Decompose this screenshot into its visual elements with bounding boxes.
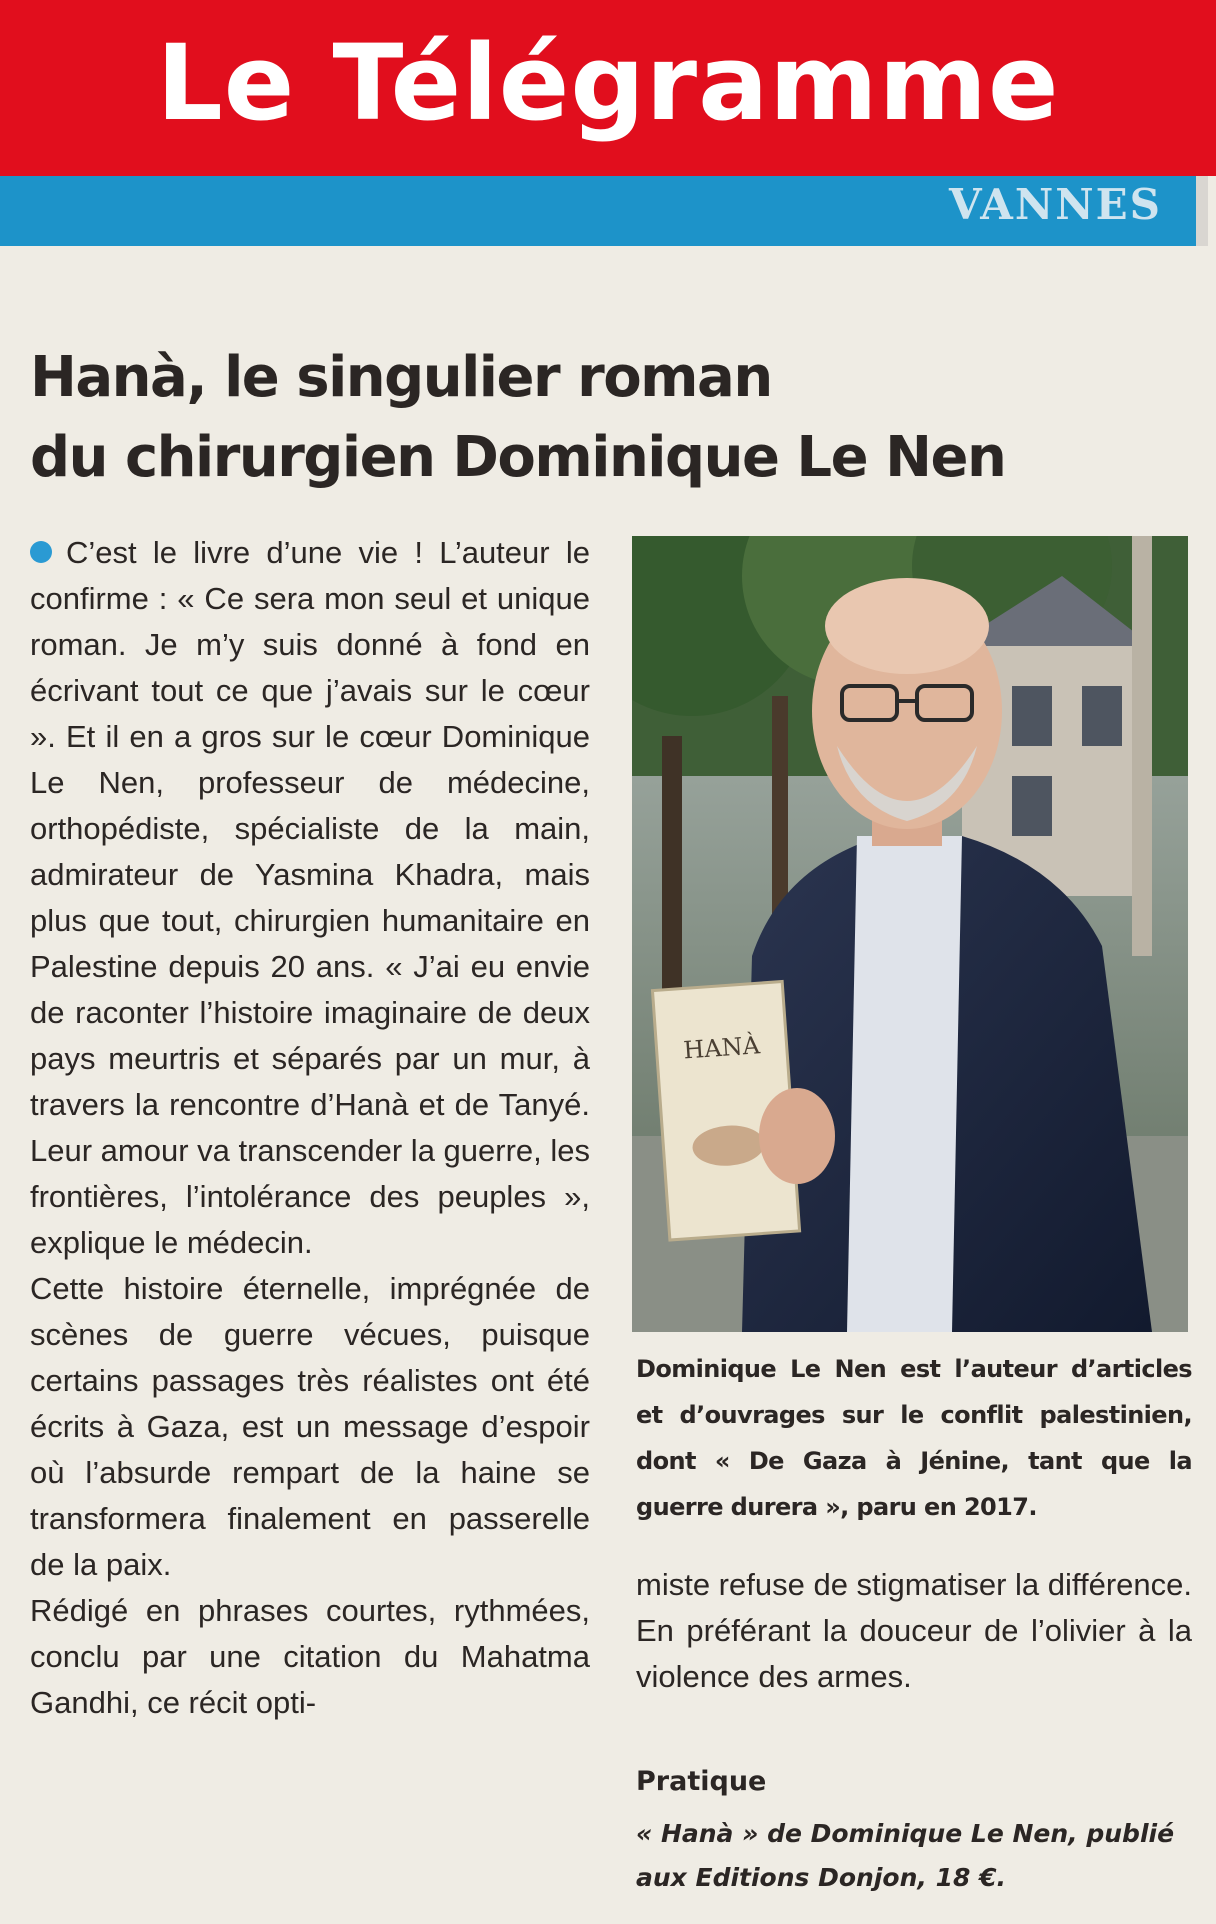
headline-line-2: du chirurgien Dominique Le Nen <box>30 425 1006 490</box>
article-body-right-column <box>636 1562 1192 1700</box>
practical-info: « Hanà » de Dominique Le Nen, publié aux Editions Donjon, 18 €. <box>636 1819 1175 1892</box>
section-name: VANNES <box>948 180 1162 229</box>
headline-line-1: Hanà, le singulier roman <box>30 345 772 410</box>
masthead <box>0 0 1216 176</box>
photo-caption: Dominique Le Nen est l’auteur d’articles et d’ouvrages sur le conflit palestinien, dont « De Gaza à Jénine, tant que la guerre durera », paru en 2017. <box>636 1355 1192 1521</box>
section-band <box>0 176 1208 246</box>
book-cover-title: HANÀ <box>682 1031 761 1065</box>
article-paragraph-continued: miste refuse de stigmatiser la différence. En préférant la douceur de l’olivier à la violence des armes. <box>636 1567 1192 1694</box>
author-photo <box>632 536 1188 1332</box>
article-paragraph-3: Rédigé en phrases courtes, rythmées, conclu par une citation du Mahatma Gandhi, ce récit opti- <box>30 1593 590 1720</box>
article-paragraph-2: Cette histoire éternelle, imprégnée de scènes de guerre vécues, puisque certains passages très réalistes ont été écrits à Gaza, est un message d’espoir où l’absurde rempart de la haine se transformera finalement en passerelle de la paix. <box>30 1271 590 1582</box>
newspaper-title: Le Télégramme <box>156 22 1060 144</box>
article-headline <box>30 338 1180 498</box>
practical-heading: Pratique <box>636 1766 767 1797</box>
article-paragraph-1 <box>30 530 590 1266</box>
author-photo-illustration <box>632 536 1188 1332</box>
lead-bullet-icon <box>30 541 52 563</box>
paragraph-1-text: C’est le livre d’une vie ! L’auteur le confirme : « Ce sera mon seul et unique roman. Je m’y suis donné à fond en écrivant tout ce que j’avais sur le cœur ». Et il en a gros sur le cœur Dominique Le Nen, professeur de médecine, orthopédiste, spécialiste de la main, admirateur de Yasmina Khadra, mais plus que tout, chirurgien humanitaire en Palestine depuis 20 ans. « J’ai eu envie de raconter l’histoire imaginaire de deux pays meurtris et séparés par un mur, à travers la rencontre d’Hanà et de Tanyé. Leur amour va transcender la guerre, les frontières, l’intolérance des peuples », explique le médecin. <box>30 535 591 1260</box>
article-body-left-column <box>30 530 590 1726</box>
